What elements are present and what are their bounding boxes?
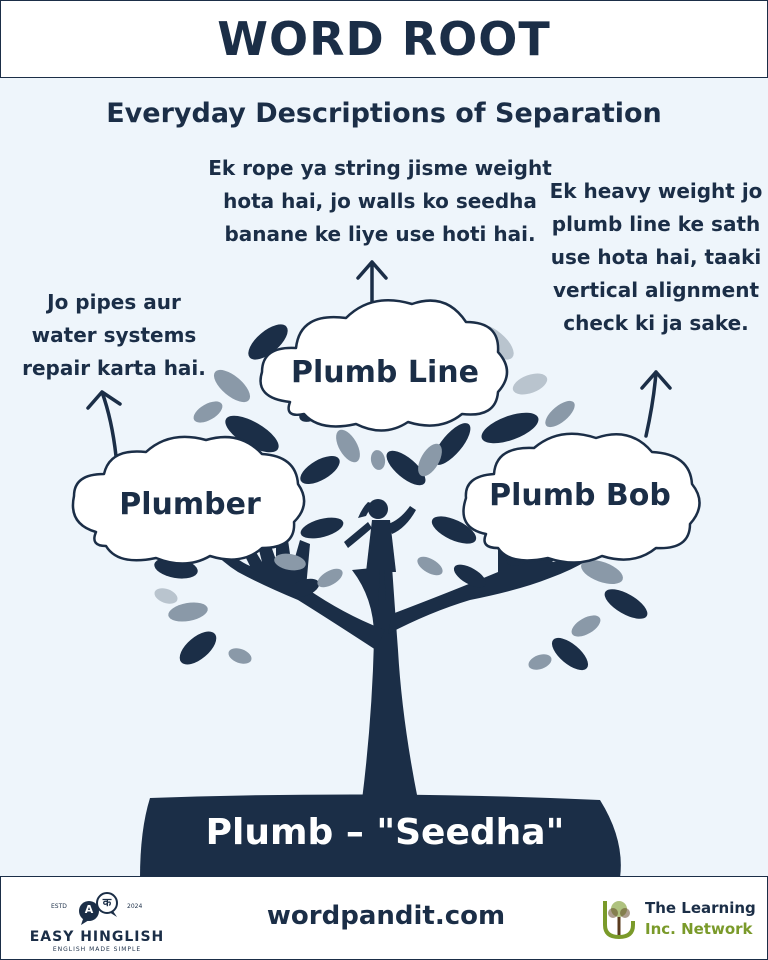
leaf bbox=[568, 611, 604, 641]
leaf bbox=[296, 450, 344, 489]
plumb-bob-description: Ek heavy weight jo plumb line ke sath use hota hai, taaki vertical alignment check ki ja sake. bbox=[549, 179, 763, 335]
speech-bubble-icon bbox=[27, 885, 167, 929]
root-word-label: Plumb – "Seedha" bbox=[205, 812, 565, 853]
leaf bbox=[298, 514, 345, 543]
leaf bbox=[414, 553, 445, 579]
leaf bbox=[600, 583, 652, 624]
subtitle: Everyday Descriptions of Separation bbox=[106, 98, 662, 129]
tree-logo-icon bbox=[599, 891, 643, 947]
arrow-up-icon bbox=[642, 372, 670, 436]
leaf bbox=[369, 449, 386, 471]
easy-hinglish-logo bbox=[27, 885, 167, 955]
leaf bbox=[526, 651, 553, 672]
leaf bbox=[314, 565, 345, 591]
leaf bbox=[190, 397, 226, 427]
page-title: WORD ROOT bbox=[217, 12, 551, 66]
badge-k: क bbox=[102, 896, 112, 909]
plumb-bob-label: Plumb Bob bbox=[489, 478, 671, 513]
leaf bbox=[226, 645, 253, 666]
estd-text: ESTD bbox=[51, 903, 67, 910]
easy-hinglish-tagline: ENGLISH MADE SIMPLE bbox=[52, 946, 142, 953]
leaf bbox=[174, 625, 222, 670]
leaf bbox=[547, 632, 594, 676]
leaf bbox=[541, 396, 579, 431]
leaf bbox=[478, 406, 543, 449]
plumber-description: Jo pipes aur water systems repair karta hai. bbox=[22, 290, 206, 380]
plumb-line-label: Plumb Line bbox=[291, 355, 479, 390]
learning-inc-line2: Inc. Network bbox=[645, 920, 753, 938]
leaf bbox=[152, 585, 179, 606]
learning-inc-line1: The Learning bbox=[645, 899, 756, 917]
leaf bbox=[510, 369, 550, 398]
easy-hinglish-name: EASY HINGLISH bbox=[29, 929, 165, 945]
plumb-line-description: Ek rope ya string jisme weight hota hai, jo walls ko seedha banane ke liye use hoti hai. bbox=[208, 156, 552, 246]
footer bbox=[0, 876, 768, 960]
arrow-up-icon bbox=[88, 392, 120, 456]
year-text: 2024 bbox=[127, 903, 143, 910]
leaf bbox=[209, 364, 256, 408]
learning-inc-logo bbox=[599, 891, 765, 947]
plumber-label: Plumber bbox=[119, 487, 261, 522]
tree-trunk bbox=[352, 566, 418, 800]
badge-a: A bbox=[84, 903, 94, 916]
website-link[interactable]: wordpandit.com bbox=[266, 901, 506, 931]
